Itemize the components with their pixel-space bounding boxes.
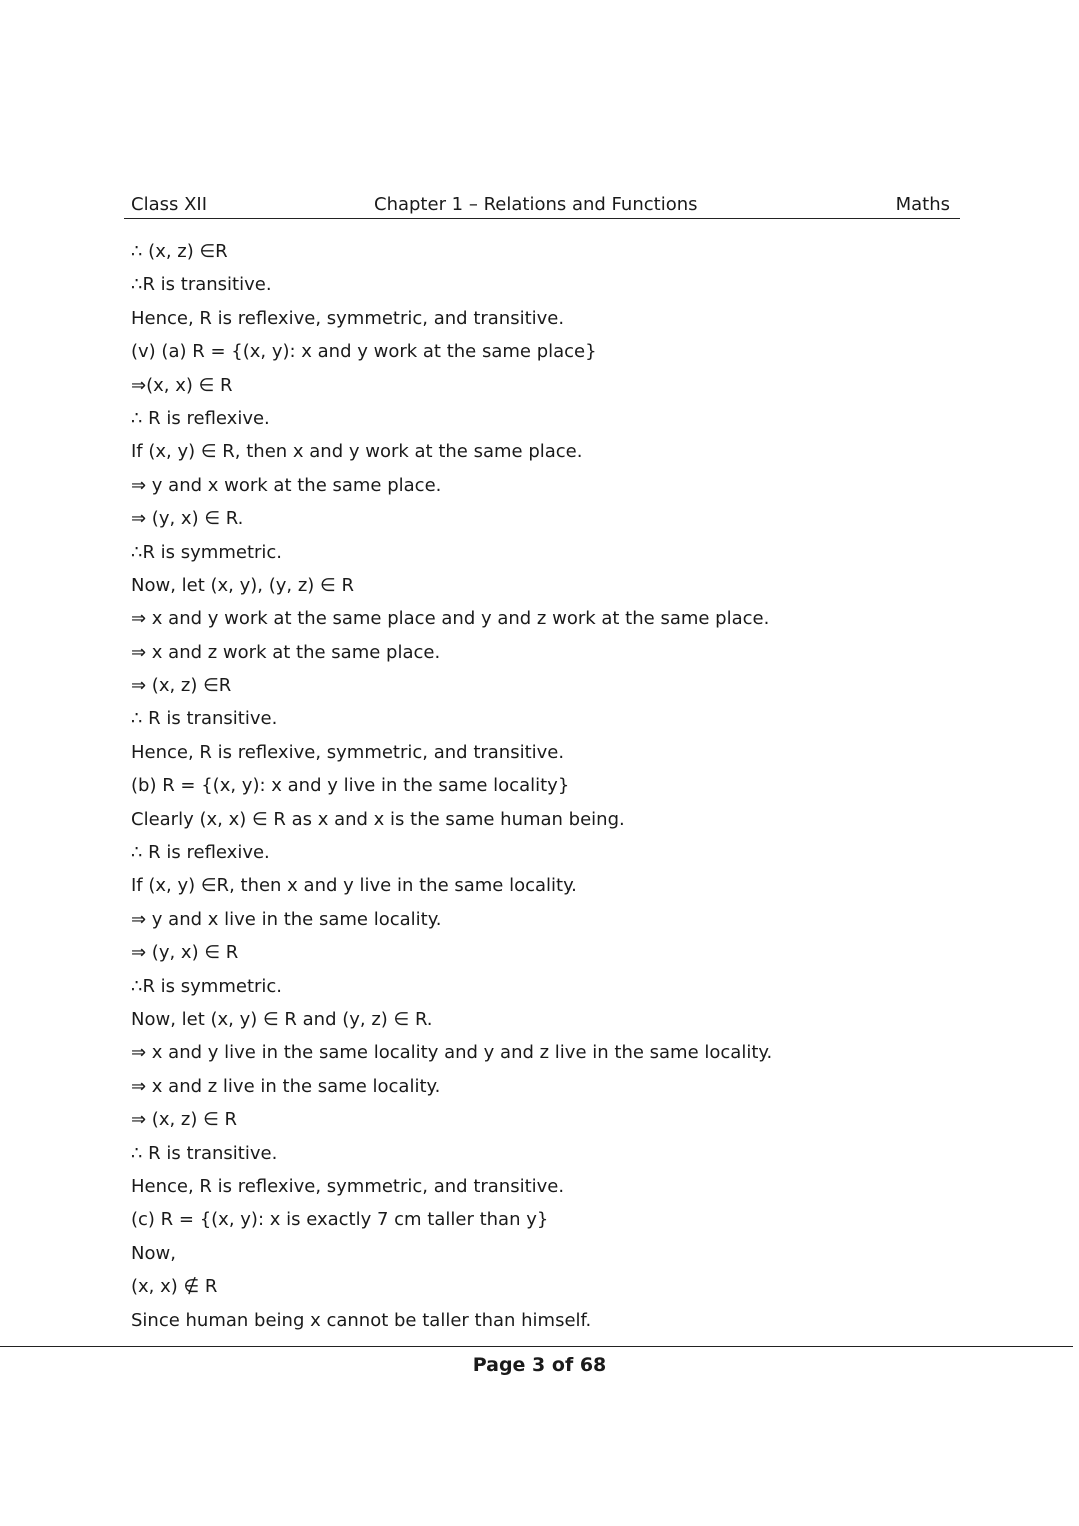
- text-line: ⇒ x and y live in the same locality and y and z live in the same locality.: [131, 1042, 773, 1064]
- text-line: ∴ R is transitive.: [131, 708, 278, 730]
- text-line: Since human being x cannot be taller than himself.: [131, 1309, 592, 1331]
- text-line: ⇒ (y, x) ∈ R: [131, 942, 239, 964]
- text-line: Hence, R is reflexive, symmetric, and transitive.: [131, 741, 565, 763]
- text-line: Clearly (x, x) ∈ R as x and x is the same human being.: [131, 808, 625, 830]
- page-header: [124, 194, 960, 219]
- text-line: (v) (a) R = {(x, y): x and y work at the same place}: [131, 341, 597, 363]
- text-line: ∴ R is transitive.: [131, 1142, 278, 1164]
- text-line: ⇒ y and x work at the same place.: [131, 474, 442, 496]
- text-line: Now, let (x, y) ∈ R and (y, z) ∈ R.: [131, 1008, 433, 1030]
- text-line: If (x, y) ∈R, then x and y live in the same locality.: [131, 875, 577, 897]
- text-line: (x, x) ∉ R: [131, 1276, 218, 1298]
- text-line: Now,: [131, 1242, 176, 1264]
- text-line: ⇒ x and z live in the same locality.: [131, 1075, 441, 1097]
- text-line: (b) R = {(x, y): x and y live in the same locality}: [131, 775, 570, 797]
- text-line: Now, let (x, y), (y, z) ∈ R: [131, 574, 354, 596]
- class-label: Class XII: [131, 194, 208, 215]
- text-line: Hence, R is reflexive, symmetric, and transitive.: [131, 1175, 565, 1197]
- text-line: ∴R is symmetric.: [131, 975, 283, 997]
- subject-label: Maths: [895, 194, 950, 215]
- text-line: ⇒ (x, z) ∈ R: [131, 1109, 238, 1131]
- footer-divider: [0, 1346, 1073, 1347]
- text-line: (c) R = {(x, y): x is exactly 7 cm taller than y}: [131, 1209, 549, 1231]
- text-line: ∴ R is reflexive.: [131, 407, 270, 429]
- text-line: ∴ R is reflexive.: [131, 842, 270, 864]
- text-line: If (x, y) ∈ R, then x and y work at the same place.: [131, 441, 583, 463]
- text-line: ∴R is symmetric.: [131, 541, 283, 563]
- text-line: ⇒(x, x) ∈ R: [131, 374, 233, 396]
- text-line: ⇒ x and z work at the same place.: [131, 641, 441, 663]
- text-line: ∴R is transitive.: [131, 274, 272, 296]
- text-line: ⇒ (y, x) ∈ R.: [131, 508, 244, 530]
- text-line: ⇒ (x, z) ∈R: [131, 675, 232, 697]
- text-line: Hence, R is reflexive, symmetric, and transitive.: [131, 307, 565, 329]
- text-line: ⇒ x and y work at the same place and y and z work at the same place.: [131, 608, 770, 630]
- chapter-title: Chapter 1 – Relations and Functions: [374, 194, 698, 215]
- page-number: Page 3 of 68: [472, 1354, 607, 1376]
- solution-text: [131, 237, 971, 1339]
- text-line: ∴ (x, z) ∈R: [131, 241, 228, 262]
- text-line: ⇒ y and x live in the same locality.: [131, 908, 442, 930]
